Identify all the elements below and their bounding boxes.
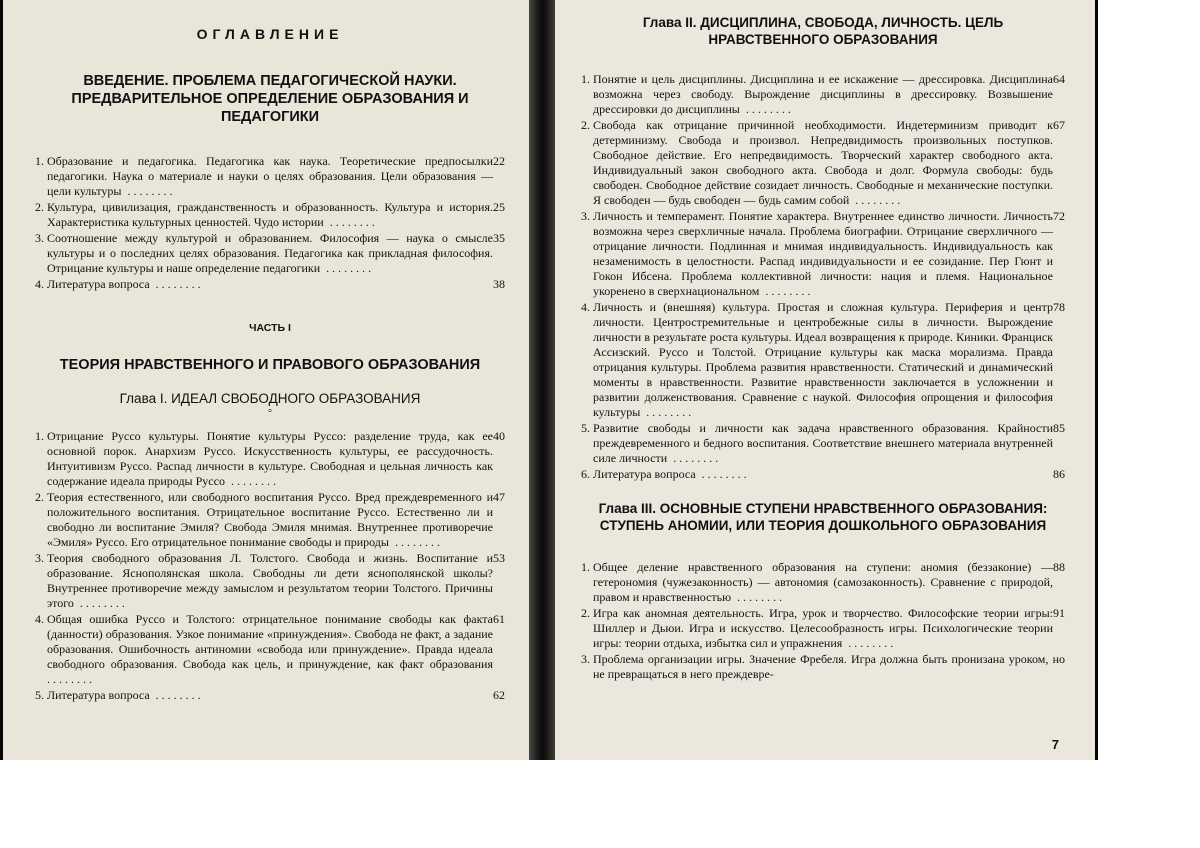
leader-dots: ........ [759,284,814,298]
entry-page-number: 40 [493,429,505,443]
toc-entry [581,421,1065,466]
entry-text: Теория свободного образования Л. Толстого. Свобода и жизнь. Воспитание и образование. Яснополянская школа. Свободны ли дети яснополянской школы? Внутреннее противоречие между замыслом и результатом теории Толстого. Причины этого [47,551,493,610]
entry-page-number: 72 [1053,209,1065,223]
entry-number: 2. [581,118,590,132]
entry-page-number: 91 [1053,606,1065,620]
entry-number: 1. [35,429,44,443]
entry-text-block [593,118,1053,208]
leader-dots: ........ [667,451,722,465]
leader-dots: ........ [73,596,128,610]
toc-entry [581,560,1065,605]
leader-dots: ........ [388,535,443,549]
entry-page-number: 64 [1053,72,1065,86]
toc-entry [581,209,1065,299]
entry-text-block [593,606,1053,651]
leader-dots: ........ [121,184,176,198]
leader-dots: ........ [842,636,897,650]
entry-text: Личность и темперамент. Понятие характера. Внутреннее единство личности. Личность возможна через сверхличные начала. Проблема биографии. Отрицание сверхличного — отрицание личности. Подлинная и мнимая индивидуальность. Индивидуальность как незаменимость в целостности. Распад индивидуальности и ее созидание. Пер Гюнт и Гокон Ибсена. Проблема коллективной личности: нация и племя. Национальное укоренено в сверхнациональном [593,209,1053,298]
toc-entry [35,551,505,611]
leader-dots: ........ [323,215,378,229]
entry-number: 4. [35,612,44,626]
entry-text: Общее деление нравственного образования на ступени: аномия (беззаконие) — гетерономия (чужезаконность) — автономия (самозаконность). Сравнение с природой, правом и нравственностью [593,560,1053,604]
toc-entry [35,277,505,292]
entry-text: Образование и педагогика. Педагогика как наука. Теоретические предпосылки педагогики. Наука о материале и науки о целях образования. Цели образования — цели культуры [47,154,493,198]
entry-text-block [47,231,493,276]
entry-text: Культура, цивилизация, гражданственность и образованность. Культура и история. Характеристика культурных ценностей. Чудо истории [47,200,493,229]
entry-text-block [593,467,1053,482]
entry-text: Литература вопроса [47,688,150,702]
entry-number: 3. [581,652,590,666]
entry-page-number: 67 [1053,118,1065,132]
toc-entry [35,490,505,550]
entry-text-block [47,154,493,199]
toc-entry [581,467,1065,482]
entry-number: 5. [35,688,44,702]
entry-number: 4. [35,277,44,291]
intro-heading: ВВЕДЕНИЕ. ПРОБЛЕМА ПЕДАГОГИЧЕСКОЙ НАУКИ. ПРЕДВАРИТЕЛЬНОЕ ОПРЕДЕЛЕНИЕ ОБРАЗОВАНИЯ И ПЕДАГОГИКИ [71,73,469,125]
entry-text: Игра как аномная деятельность. Игра, урок и творчество. Философские теории игры: Шиллер и Дьюи. Игра и искусство. Целесообразность игры. Психологические теории игры: теории отдыха, избытка сил и упражнения [593,606,1053,650]
entry-number: 1. [581,72,590,86]
entry-number: 6. [581,467,590,481]
entry-text-block [593,560,1053,605]
chapter-2-title: Глава II. ДИСЦИПЛИНА, СВОБОДА, ЛИЧНОСТЬ. ЦЕЛЬ НРАВСТВЕННОГО ОБРАЗОВАНИЯ [642,15,1004,47]
entry-text-block [47,612,493,687]
entry-page-number: 25 [493,200,505,214]
toc-entry [35,200,505,230]
entry-page-number: 53 [493,551,505,565]
toc-entry [581,652,1065,682]
entry-text-block [47,688,493,703]
entry-text: Личность и (внешняя) культура. Простая и сложная культура. Периферия и центр личности. Центростремительные и центробежные силы в личности. Вырождение личности в результате роста культуры. Идеал возвращения к природе. Киники. Франциск Ассизский. Руссо и Толстой. Отрицание культуры как маска морализма. Правда отрицания культуры. Проблема развития нравственности. Статический и динамический моменты в нравственности. Развитие нравственности заключается в усложнении и развитии долженствования. Сравнение с наукой. Философия опрощения и философия культуры [593,300,1053,419]
leader-dots: ........ [47,672,95,686]
chapter-3-title: Глава III. ОСНОВНЫЕ СТУПЕНИ НРАВСТВЕННОГО ОБРАЗОВАНИЯ: СТУПЕНЬ АНОМИИ, ИЛИ ТЕОРИЯ ДОШКОЛЬНОГО ОБРАЗОВАНИЯ [598,501,1048,533]
toc-title: ОГЛАВЛЕНИЕ [196,26,344,42]
chapter-1-title: Глава I. ИДЕАЛ СВОБОДНОГО ОБРАЗОВАНИЯ [119,391,421,406]
entry-text-block [593,72,1053,117]
page-number: 7 [1051,737,1059,752]
entry-number: 2. [35,200,44,214]
leader-dots: ........ [731,590,786,604]
entry-text-block [47,200,493,230]
entry-text: Отрицание Руссо культуры. Понятие культуры Руссо: разделение труда, как ее основной порок. Анархизм Руссо. Искусственность культуры, ее рассудочность. Интуитивизм Руссо. Распад личности в культуре. Свободная и цельная личность как содержание идеала природы Руссо [47,429,493,488]
entry-page-number: 35 [493,231,505,245]
entry-text: Понятие и цель дисциплины. Дисциплина и ее искажение — дрессировка. Дисциплина возможна через свободу. Вырождение дисциплины в дрессировку. Возвышение дрессировки до дисциплины [593,72,1053,116]
toc-entry [35,429,505,489]
entry-text-block [593,300,1053,420]
ornament-dot: ° [268,408,272,419]
entry-text: Свобода как отрицание причинной необходимости. Индетерминизм приводит к детерминизму. Свобода и произвол. Непредвидимость произвольных поступков. Свободное действие. Его непредвидимость. Творческий характер свободного акта. Индивидуальный закон свободного акта. Свобода и долг. Формула свободы: будь свободен. Свободное действие созидает личность. Свободные и механические поступки. Я свободен — будь свободен — будь самим собой [593,118,1053,207]
entry-text: Развитие свободы и личности как задача нравственного образования. Крайности преждевременного и бедного воспитания. Соответствие внешнего материала внутренней силе личности [593,421,1053,465]
leader-dots: ........ [695,467,750,481]
entry-page-number: 22 [493,154,505,168]
entry-number: 2. [581,606,590,620]
entry-text: Литература вопроса [593,467,696,481]
entry-number: 2. [35,490,44,504]
entry-number: 3. [35,551,44,565]
entry-text-block [593,209,1053,299]
leader-dots: ........ [640,405,695,419]
entry-number: 4. [581,300,590,314]
entry-number: 1. [35,154,44,168]
entry-text-block [593,652,1065,682]
entry-page-number: 38 [493,277,505,291]
toc-entry [581,118,1065,208]
toc-entry [35,612,505,687]
entry-page-number: 78 [1053,300,1065,314]
entry-page-number: 88 [1053,560,1065,574]
chapter-1-entries [35,429,505,703]
leader-dots: ........ [224,474,279,488]
toc-entry [581,300,1065,420]
entry-number: 1. [581,560,590,574]
part-label: ЧАСТЬ I [249,322,291,334]
entry-text-block [47,551,493,611]
book-gutter [529,0,555,760]
entry-text-block [47,429,493,489]
entry-text: Теория естественного, или свободного воспитания Руссо. Вред преждевременного и положительного воспитания. Отрицательное воспитание Руссо. Естественно ли и свободно ли воспитание Эмиля? Свобода Эмиля мнимая. Внутреннее противоречие «Эмиля» Руссо. Его отрицательное понимание свободы и природы [47,490,493,549]
left-page [3,0,529,760]
leader-dots: ........ [149,688,204,702]
leader-dots: ........ [739,102,794,116]
entry-page-number: 61 [493,612,505,626]
entry-number: 3. [581,209,590,223]
entry-text-block [47,490,493,550]
entry-text: Соотношение между культурой и образованием. Философия — наука о смысле культуры и о последних целях образования. Педагогика как прикладная философия. Отрицание культуры и наше определение педагогики [47,231,493,275]
toc-entry [581,606,1065,651]
entry-number: 5. [581,421,590,435]
entry-page-number: 47 [493,490,505,504]
entry-text: Литература вопроса [47,277,150,291]
toc-entry [581,72,1065,117]
entry-page-number: 62 [493,688,505,702]
right-page [555,0,1095,760]
entry-text-block [47,277,493,292]
leader-dots: ........ [320,261,375,275]
chapter-2-entries [581,72,1065,482]
entry-page-number: 85 [1053,421,1065,435]
toc-entry [35,231,505,276]
entry-page-number: 86 [1053,467,1065,481]
chapter-3-entries [581,560,1065,682]
leader-dots: ........ [849,193,904,207]
toc-entry [35,688,505,703]
toc-entry [35,154,505,199]
entry-number: 3. [35,231,44,245]
part-title: ТЕОРИЯ НРАВСТВЕННОГО И ПРАВОВОГО ОБРАЗОВАНИЯ [59,357,481,373]
leader-dots: ........ [149,277,204,291]
entry-text: Общая ошибка Руссо и Толстого: отрицательное понимание свободы как факта (данности) образования. Узкое понимание «принуждения». Свобода не факт, а задание образования. Ошибочность антиномии «свобода или принуждение». Правда идеала свободного образования. Свобода как цель, и принуждение, как факт образования [47,612,493,671]
intro-entries [35,154,505,292]
entry-text-block [593,421,1053,466]
entry-text: Проблема организации игры. Значение Фребеля. Игра должна быть пронизана уроком, но не превращаться в него преждевре- [593,652,1065,681]
